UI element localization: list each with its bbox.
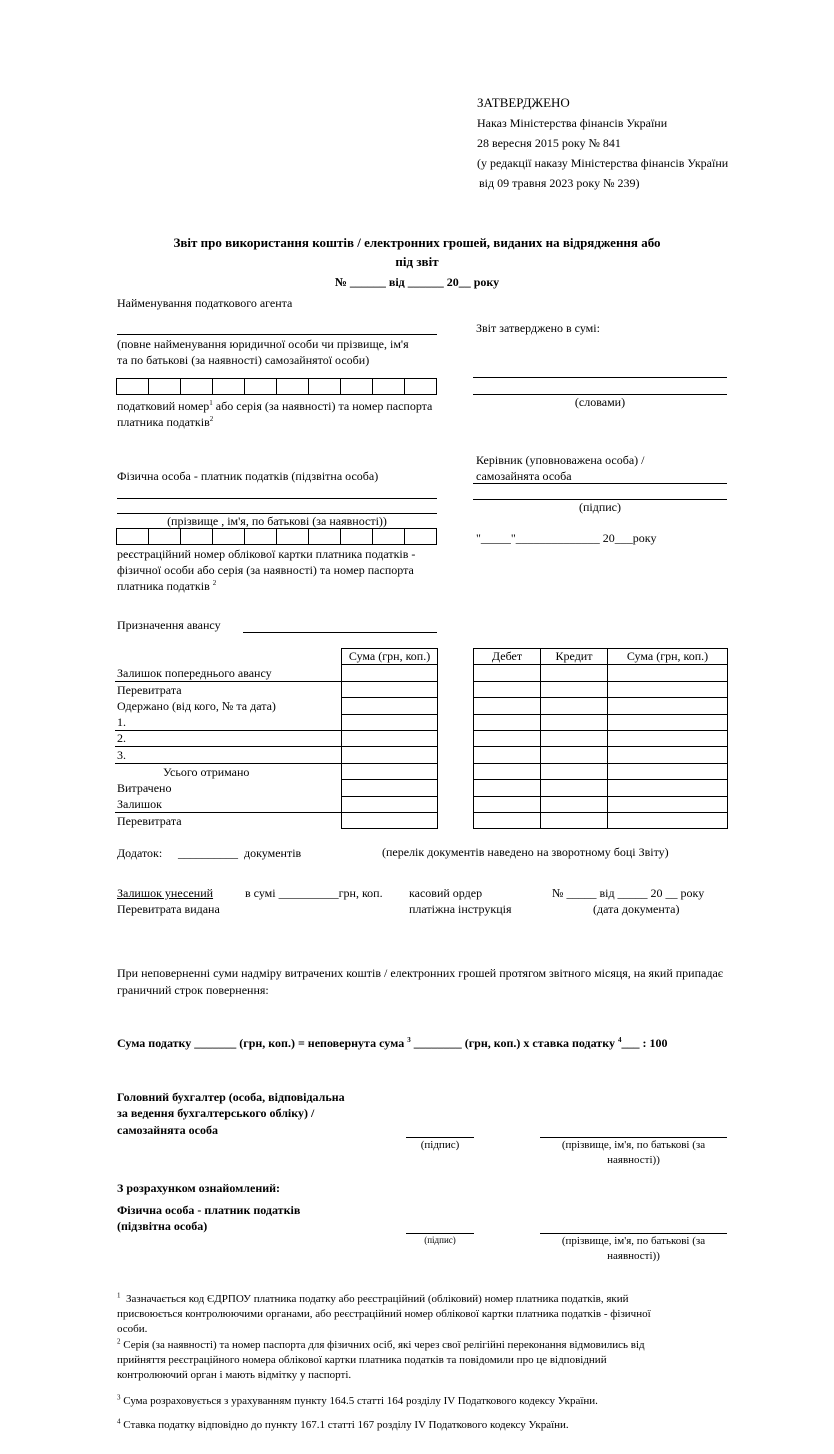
accountant-sign-line[interactable]: [406, 1137, 474, 1138]
table-cell[interactable]: [608, 698, 728, 714]
sum-words-line[interactable]: [473, 377, 727, 378]
person-hint: (прізвище , ім'я, по батькові (за наявності)): [167, 514, 387, 528]
head-label-2: самозайнята особа: [476, 469, 572, 483]
agent-hint: та по батькові (за наявності) самозайнятої особи): [117, 353, 370, 367]
tax-number-hint-2: платника податків$^2$: [117, 415, 214, 429]
table-cell[interactable]: [608, 681, 728, 697]
tax-number-hint: податковий номер$^1$ або серія (за наявності) та номер паспорта: [117, 399, 433, 413]
table-cell[interactable]: [608, 812, 728, 828]
accountant-name-hint-2: наявності)): [607, 1154, 660, 1166]
head-label: Керівник (уповноважена особа) /: [476, 453, 645, 467]
table-cell[interactable]: [474, 763, 541, 779]
advance-line[interactable]: [243, 632, 437, 633]
table-cell[interactable]: [541, 698, 608, 714]
attachment-note: (перелік документів наведено на зворотному боці Звіту): [382, 845, 669, 859]
accountant-label-3: самозайнята особа: [117, 1123, 218, 1137]
approval-line: 28 вересня 2015 року № 841: [477, 136, 621, 150]
table-cell[interactable]: [342, 812, 438, 828]
table-cell[interactable]: [342, 763, 438, 779]
acquainted-person-2: (підзвітна особа): [117, 1219, 208, 1233]
attachment-count[interactable]: __________: [178, 846, 238, 860]
words-hint: (словами): [574, 395, 626, 409]
table-cell[interactable]: [474, 812, 541, 828]
settlement-overspend: Перевитрата видана: [117, 902, 220, 916]
table-cell[interactable]: [541, 747, 608, 763]
sum-header: Сума (грн, коп.): [608, 649, 728, 665]
table-cell[interactable]: [342, 730, 438, 746]
accountant-label: Головний бухгалтер (особа, відповідальна: [117, 1090, 345, 1104]
table-cell[interactable]: [342, 714, 438, 730]
table-cell[interactable]: [474, 714, 541, 730]
accountant-name-line[interactable]: [540, 1137, 727, 1138]
debit-header: Дебет: [474, 649, 541, 665]
acquainted-title: З розрахунком ознайомлений:: [117, 1181, 281, 1195]
acquainted-sign-line[interactable]: [406, 1233, 474, 1234]
right-table: [473, 648, 728, 829]
credit-header: Кредит: [541, 649, 608, 665]
table-cell[interactable]: [541, 681, 608, 697]
report-number-line: № ______ від ______ 20__ року: [334, 275, 500, 289]
footnote-1: $^1$ Зазначається код ЄДРПОУ платника податку або реєстраційний (обліковий) номер платника податків, який: [117, 1291, 629, 1305]
approval-line: Наказ Міністерства фінансів України: [477, 116, 668, 130]
table-cell[interactable]: [474, 681, 541, 697]
table-cell[interactable]: [608, 796, 728, 812]
footnote-2: $^2$ Серія (за наявності) та номер паспорта для фізичних осіб, які через свої релігійні переконання відмовились від: [117, 1337, 645, 1351]
footnote-2-cont: контролюючий орган і мають відмітку у паспорті.: [117, 1369, 352, 1381]
table-row-label: Витрачено: [117, 781, 172, 796]
cash-order: касовий ордер: [409, 886, 483, 900]
footnote-2-cont: прийняття реєстраційного номера облікової картки платника податків та повідомили про це відповідний: [117, 1354, 607, 1366]
acquainted-name-hint: (прізвище, ім'я, по батькові (за: [561, 1235, 706, 1247]
accountant-sign-hint: (підпис): [420, 1139, 460, 1151]
attachment-label: Додаток:: [117, 846, 163, 860]
footnote-4: $^4$ Ставка податку відповідно до пункту 167.1 статті 167 розділу IV Податкового кодексу України.: [117, 1417, 569, 1431]
report-title: Звіт про використання коштів / електронних грошей, виданих на відрядження або: [173, 235, 661, 250]
footnote-3: $^3$ Сума розраховується з урахуванням пункту 164.5 статті 164 розділу IV Податкового кодексу України.: [117, 1393, 598, 1407]
agent-name-line[interactable]: [117, 334, 437, 335]
date-line[interactable]: "_____"______________ 20___року: [476, 531, 657, 545]
table-cell[interactable]: [474, 747, 541, 763]
acquainted-name-hint-2: наявності)): [607, 1250, 660, 1262]
person-name-line[interactable]: [117, 498, 437, 499]
table-cell[interactable]: [342, 681, 438, 697]
payment-instruction: платіжна інструкція: [409, 902, 512, 916]
document-date[interactable]: № _____ від _____ 20 __ року: [552, 886, 705, 900]
table-row-label: 1.: [117, 714, 126, 729]
sum-header: Сума (грн, коп.): [342, 649, 438, 665]
table-cell[interactable]: [608, 763, 728, 779]
table-cell[interactable]: [541, 763, 608, 779]
reg-number-cells[interactable]: [116, 528, 437, 545]
agent-hint: (повне найменування юридичної особи чи прізвище, ім'я: [117, 337, 409, 351]
table-row-label: 3.: [115, 747, 342, 763]
approval-title: ЗАТВЕРДЖЕНО: [477, 95, 570, 110]
nonreturn-text: При неповерненні суми надміру витрачених коштів / електронних грошей протягом звітного місяця, на який припадає: [117, 966, 723, 980]
head-line[interactable]: [473, 483, 727, 484]
tax-number-cells[interactable]: [116, 378, 437, 395]
table-cell[interactable]: [342, 747, 438, 763]
footnote-1-cont: особи.: [117, 1323, 148, 1335]
table-cell[interactable]: [474, 698, 541, 714]
approval-line: (у редакції наказу Міністерства фінансів України: [477, 156, 729, 170]
table-row-label: Перевитрата: [115, 681, 342, 697]
table-row-label: Залишок попереднього авансу: [117, 665, 272, 680]
table-cell[interactable]: [342, 665, 438, 681]
sign-hint: (підпис): [578, 500, 622, 514]
table-row-label: Залишок: [117, 796, 162, 811]
footnote-1-cont: присвоюється контролюючими органами, або реєстраційний номер облікової картки платника податків - фізичної: [117, 1308, 651, 1320]
accountant-name-hint: (прізвище, ім'я, по батькові (за: [561, 1139, 706, 1151]
acquainted-person: Фізична особа - платник податків: [117, 1203, 301, 1217]
agent-label: Найменування податкового агента: [117, 296, 293, 310]
table-cell[interactable]: [608, 665, 728, 681]
reg-hint: фізичної особи або серія (за наявності) та номер паспорта: [117, 563, 414, 577]
attachment-docs: документів: [244, 846, 302, 860]
table-cell[interactable]: [342, 796, 438, 812]
table-cell[interactable]: [541, 730, 608, 746]
table-row-label: 2.: [115, 730, 342, 746]
left-table: [115, 648, 438, 829]
person-label: Фізична особа - платник податків (підзвітна особа): [117, 469, 379, 483]
table-cell[interactable]: [608, 730, 728, 746]
table-cell[interactable]: [342, 698, 438, 714]
table-cell[interactable]: [608, 747, 728, 763]
report-title-cont: під звіт: [395, 254, 439, 269]
approved-sum-label: Звіт затверджено в сумі:: [476, 321, 600, 335]
table-cell[interactable]: [541, 796, 608, 812]
document-date-hint: (дата документа): [593, 902, 680, 916]
table-cell[interactable]: [541, 780, 608, 796]
table-cell[interactable]: [541, 714, 608, 730]
reg-hint: платника податків $^2$: [117, 579, 217, 593]
table-cell[interactable]: [474, 796, 541, 812]
table-cell[interactable]: [608, 714, 728, 730]
table-cell[interactable]: [474, 780, 541, 796]
table-cell[interactable]: [541, 812, 608, 828]
advance-label: Призначення авансу: [117, 618, 221, 632]
table-cell[interactable]: [342, 780, 438, 796]
table-cell[interactable]: [608, 780, 728, 796]
table-row-label: Усього отримано: [115, 763, 342, 779]
table-row-label: Перевитрата: [115, 812, 342, 828]
tax-formula: Сума податку _______ (грн, коп.) = неповернута сума $^3$ ________ (грн, коп.) х ставка податку $^4$___ : 100: [117, 1036, 668, 1050]
settlement-sum[interactable]: в сумі __________грн, коп.: [245, 886, 383, 900]
acquainted-sign-hint: (підпис): [424, 1235, 456, 1245]
table-cell[interactable]: [541, 665, 608, 681]
settlement-remainder: Залишок унесений: [117, 886, 214, 900]
accountant-label-2: за ведення бухгалтерського обліку) /: [117, 1106, 315, 1120]
table-cell[interactable]: [474, 730, 541, 746]
nonreturn-text-2: граничний строк повернення:: [117, 983, 269, 997]
reg-hint: реєстраційний номер облікової картки платника податків -: [117, 547, 416, 561]
table-row-label: Одержано (від кого, № та дата): [117, 699, 276, 714]
approval-line: від 09 травня 2023 року № 239): [479, 176, 640, 190]
table-cell[interactable]: [474, 665, 541, 681]
acquainted-name-line[interactable]: [540, 1233, 727, 1234]
